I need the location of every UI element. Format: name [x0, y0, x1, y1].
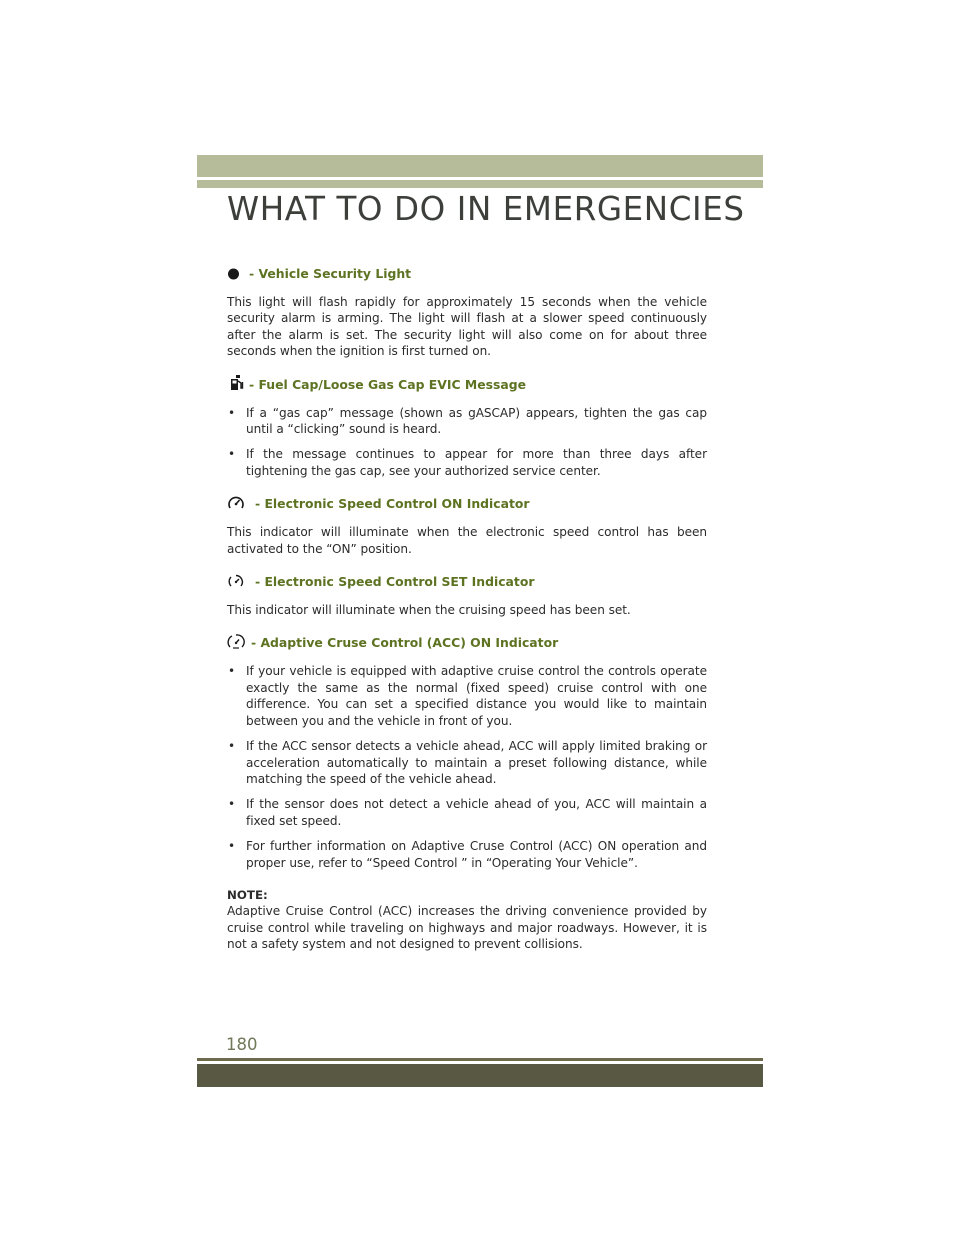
page-number: 180 [226, 1035, 258, 1054]
speed-control-set-icon [227, 573, 255, 591]
list-item: • If the sensor does not detect a vehicle ahead of you, ACC will maintain a fixed set speed. [227, 796, 707, 829]
adaptive-cruise-icon [227, 634, 251, 652]
section-paragraph: This indicator will illuminate when the electronic speed control has been activated to the “ON” position. [227, 525, 707, 556]
note-block [227, 887, 707, 953]
section-fuel-cap [227, 376, 707, 480]
section-heading-text: - Adaptive Cruse Control (ACC) ON Indicator [251, 635, 559, 651]
note-text: Adaptive Cruise Control (ACC) increases the driving convenience provided by cruise control while traveling on highways and major roadways. However, it is not a safety system and not designed to prevent collisions. [227, 904, 707, 952]
section-adaptive-cruise [227, 634, 707, 870]
list-item: • If your vehicle is equipped with adaptive cruise control the controls operate exactly the same as the normal (fixed speed) cruise control with one difference. You can set a specified distance you would like to maintain between you and the vehicle in front of you. [227, 663, 707, 729]
section-heading-text: - Electronic Speed Control SET Indicator [255, 574, 535, 590]
header-band [197, 155, 763, 177]
bullet-list [227, 663, 707, 870]
section-heading-text: - Vehicle Security Light [249, 266, 412, 281]
section-speed-control-set [227, 573, 707, 618]
list-item: • For further information on Adaptive Cruse Control (ACC) ON operation and proper use, refer to “Speed Control ” in “Operating Your Vehicle”. [227, 838, 707, 871]
footer-band [197, 1064, 763, 1087]
list-item: • If a “gas cap” message (shown as gASCAP) appears, tighten the gas cap until a “clicking” sound is heard. [227, 405, 707, 438]
header-rule [197, 180, 763, 188]
section-heading [227, 634, 707, 652]
speed-control-on-icon [227, 495, 255, 513]
chapter-title: WHAT TO DO IN EMERGENCIES [227, 190, 745, 228]
note-label: NOTE: [227, 887, 268, 902]
section-security-light [227, 265, 707, 360]
section-heading-text: - Electronic Speed Control ON Indicator [255, 496, 530, 512]
section-heading-text: - Fuel Cap/Loose Gas Cap EVIC Message [249, 376, 526, 392]
bullet-list [227, 405, 707, 480]
security-light-icon [227, 265, 249, 283]
section-paragraph: This indicator will illuminate when the cruising speed has been set. [227, 603, 631, 618]
list-item: • If the ACC sensor detects a vehicle ahead, ACC will apply limited braking or acceleration automatically to maintain a preset following distance, while matching the speed of the vehicle ahead. [227, 738, 707, 787]
footer-rule [197, 1058, 763, 1061]
section-heading [227, 495, 707, 513]
list-item: • If the message continues to appear for more than three days after tightening the gas cap, see your authorized service center. [227, 446, 707, 479]
section-heading [227, 265, 707, 283]
section-speed-control-on [227, 495, 707, 557]
section-paragraph: This light will flash rapidly for approximately 15 seconds when the vehicle security alarm is arming. The light will flash at a slower speed continuously after the alarm is set. The security light will also come on for about three seconds when the ignition is first turned on. [227, 295, 707, 359]
fuel-cap-icon [227, 376, 249, 394]
section-heading [227, 573, 707, 591]
page-content [227, 265, 707, 953]
section-heading [227, 376, 707, 394]
